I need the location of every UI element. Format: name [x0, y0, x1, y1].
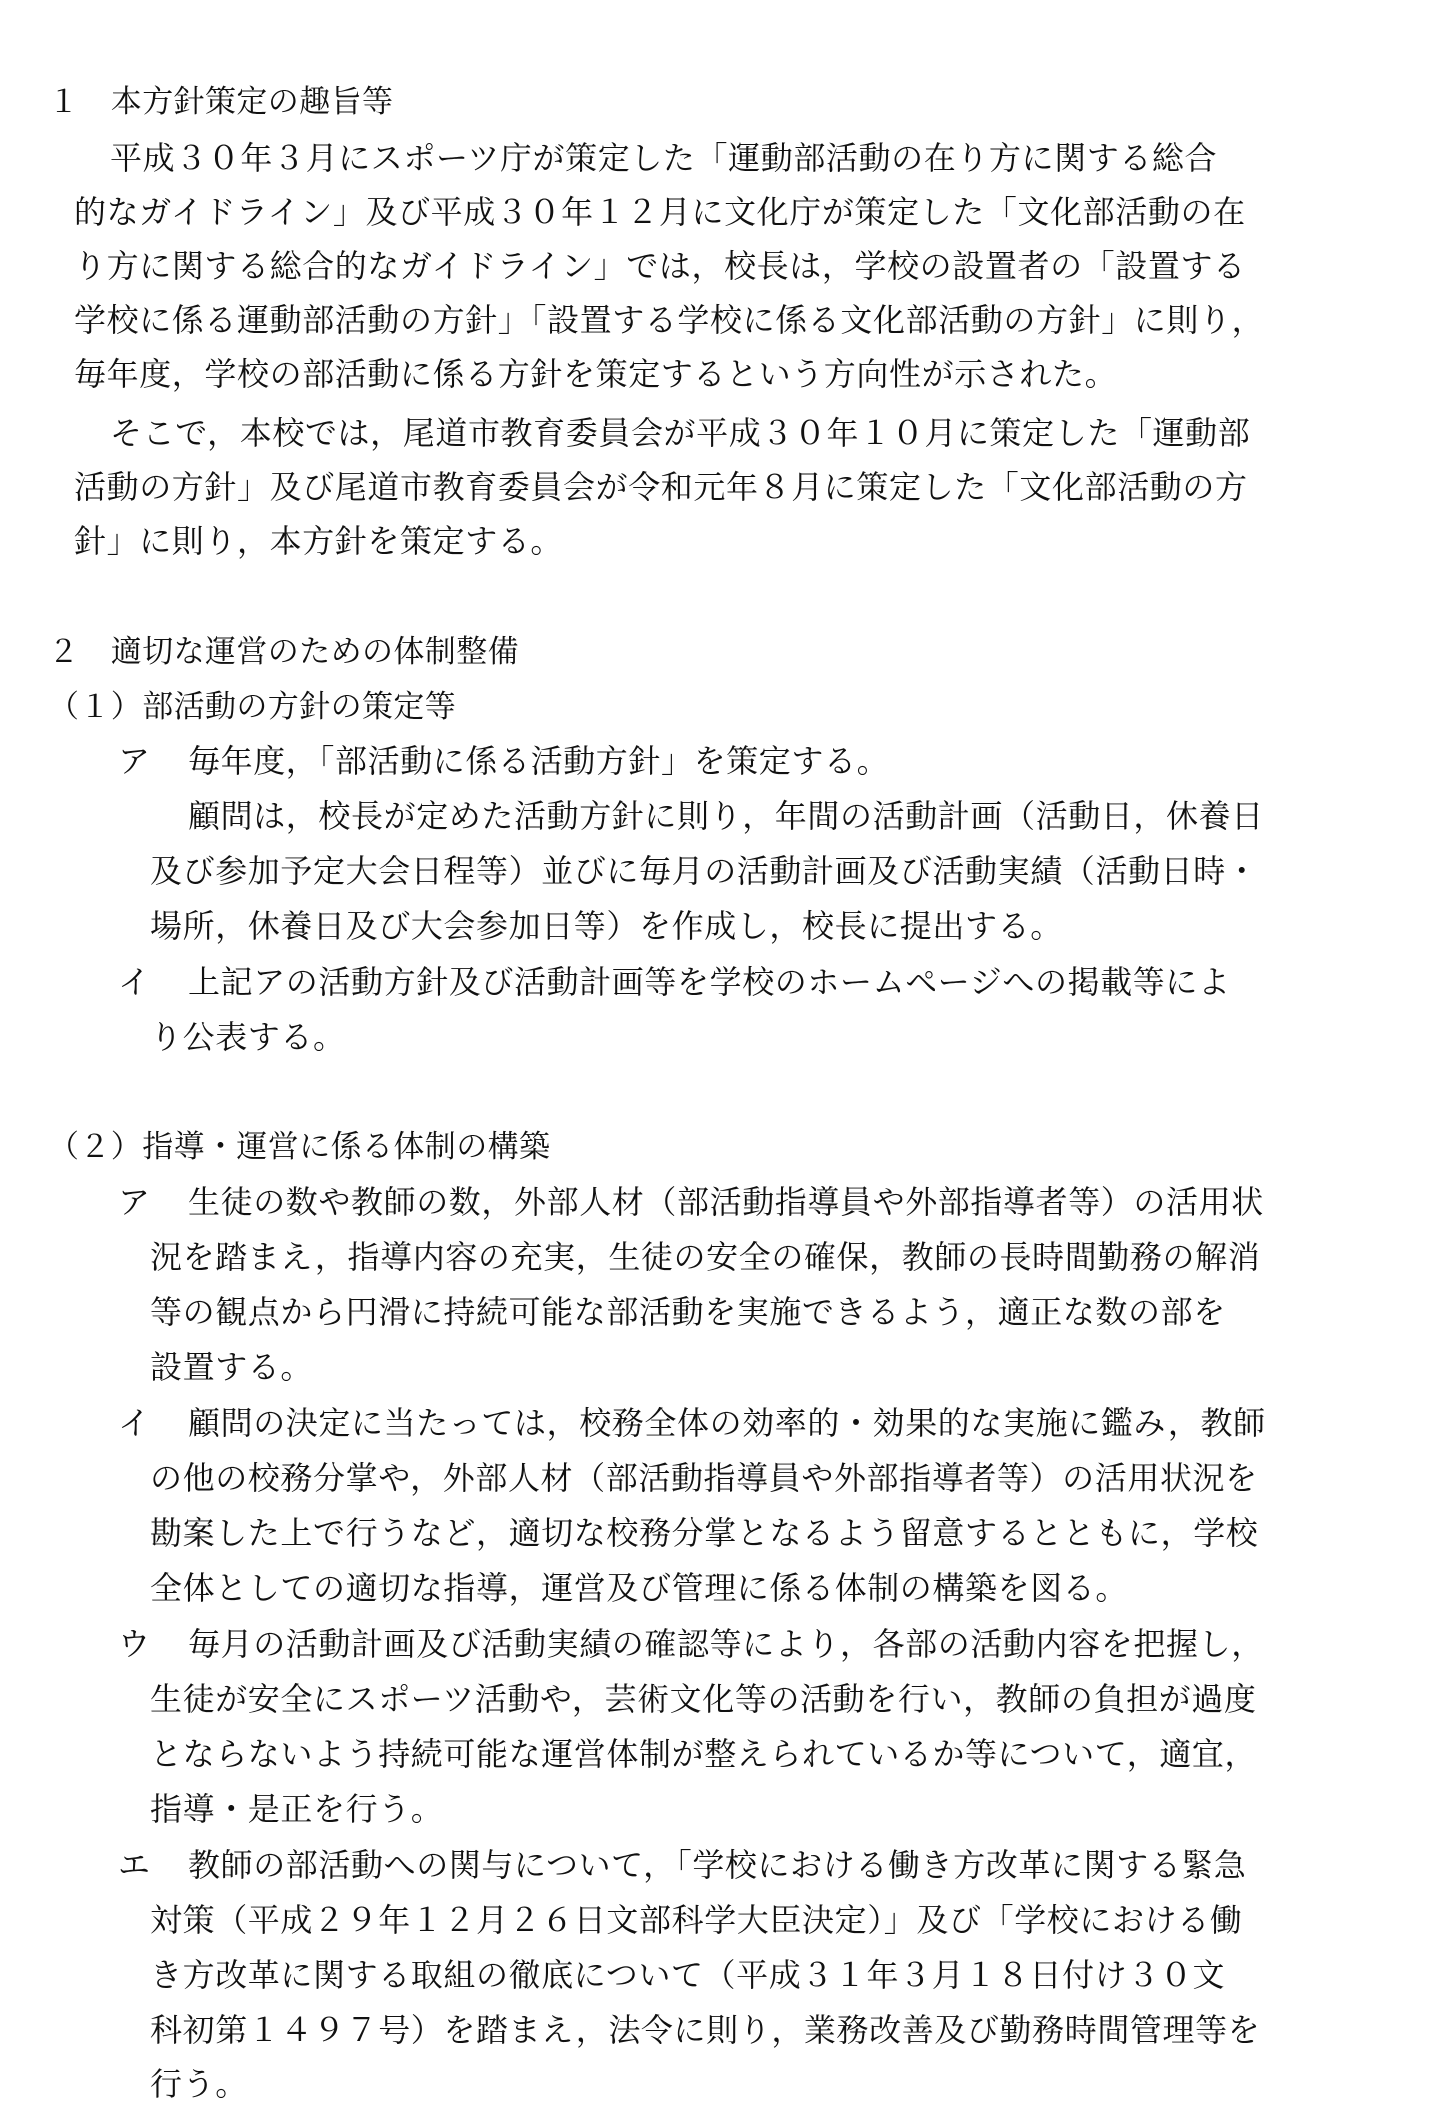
sub2-i-line-4: 全体としての適切な指導，運営及び管理に係る体制の構築を図る。: [150, 1569, 1129, 1607]
section1-line-4: 学校に係る運動部活動の方針」「設置する学校に係る文化部活動の方針」に則り，: [74, 301, 1265, 339]
sub2-i-line-3: 勘案した上で行うなど，適切な校務分掌となるよう留意するとともに，学校: [150, 1514, 1259, 1552]
sub2-e-line-4: 科初第１４９７号）を踏まえ，法令に則り，業務改善及び勤務時間管理等を: [150, 2011, 1261, 2049]
sub1-a-line-4: 場所，休養日及び大会参加日等）を作成し，校長に提出する。: [150, 907, 1063, 945]
sub2-e-marker: エ: [118, 1846, 151, 1884]
sub2-u-line-4: 指導・是正を行う。: [150, 1790, 444, 1828]
sub1-i-line-2: り公表する。: [150, 1018, 346, 1056]
sub2-a-line-4: 設置する。: [150, 1348, 314, 1386]
sub2-e-line-1: 教師の部活動への関与について，「学校における働き方改革に関する緊急: [188, 1846, 1247, 1884]
sub2-i-marker: イ: [118, 1404, 151, 1442]
section1-line-6: そこで，本校では，尾道市教育委員会が平成３０年１０月に策定した「運動部: [110, 414, 1251, 452]
section2-sub1-heading: （１）部活動の方針の策定等: [48, 689, 457, 725]
sub2-a-line-3: 等の観点から円滑に持続可能な部活動を実施できるよう，適正な数の部を: [150, 1293, 1226, 1331]
section2-heading: ２ 適切な運営のための体制整備: [48, 634, 519, 670]
sub1-i-line-1: 上記アの活動方針及び活動計画等を学校のホームページへの掲載等によ: [188, 963, 1231, 1001]
section2-sub2-heading: （２）指導・運営に係る体制の構築: [48, 1129, 551, 1165]
sub2-i-line-2: の他の校務分掌や，外部人材（部活動指導員や外部指導者等）の活用状況を: [150, 1459, 1258, 1497]
section1-line-2: 的なガイドライン」及び平成３０年１２月に文化庁が策定した「文化部活動の在: [74, 193, 1246, 231]
section1-heading: １ 本方針策定の趣旨等: [48, 84, 394, 120]
sub2-u-marker: ウ: [118, 1625, 151, 1663]
sub1-a-marker: ア: [118, 742, 151, 780]
sub1-a-line-3: 及び参加予定大会日程等）並びに毎月の活動計画及び活動実績（活動日時・: [150, 852, 1259, 890]
sub1-a-line-2: 顧問は，校長が定めた活動方針に則り，年間の活動計画（活動日，休養日: [188, 797, 1264, 835]
section1-line-7: 活動の方針」及び尾道市教育委員会が令和元年８月に策定した「文化部活動の方: [74, 468, 1248, 506]
sub1-i-marker: イ: [118, 963, 151, 1001]
sub2-a-line-2: 況を踏まえ，指導内容の充実，生徒の安全の確保，教師の長時間勤務の解消: [150, 1238, 1261, 1276]
sub2-a-line-1: 生徒の数や教師の数，外部人材（部活動指導員や外部指導者等）の活用状: [188, 1183, 1264, 1221]
sub2-u-line-2: 生徒が安全にスポーツ活動や，芸術文化等の活動を行い，教師の負担が過度: [150, 1680, 1257, 1718]
sub2-u-line-3: とならないよう持続可能な運営体制が整えられているか等について，適宜，: [150, 1735, 1258, 1773]
section1-line-5: 毎年度，学校の部活動に係る方針を策定するという方向性が示された。: [74, 355, 1118, 393]
sub2-e-line-2: 対策（平成２９年１２月２６日文部科学大臣決定）」及び「学校における働: [150, 1901, 1243, 1939]
sub2-e-line-5: 行う。: [150, 2065, 248, 2103]
sub2-i-line-1: 顧問の決定に当たっては，校務全体の効率的・効果的な実施に鑑み，教師: [188, 1404, 1266, 1442]
section1-line-1: 平成３０年３月にスポーツ庁が策定した「運動部活動の在り方に関する総合: [110, 139, 1218, 177]
sub1-a-line-1: 毎年度，「部活動に係る活動方針」を策定する。: [188, 742, 890, 780]
sub2-a-marker: ア: [118, 1183, 151, 1221]
sub2-u-line-1: 毎月の活動計画及び活動実績の確認等により，各部の活動内容を把握し，: [188, 1625, 1264, 1663]
section1-line-3: り方に関する総合的なガイドライン」では，校長は，学校の設置者の「設置する: [74, 247, 1246, 285]
sub2-e-line-3: き方改革に関する取組の徹底について（平成３１年３月１８日付け３０文: [150, 1956, 1226, 1994]
section1-line-8: 針」に則り，本方針を策定する。: [74, 522, 564, 560]
